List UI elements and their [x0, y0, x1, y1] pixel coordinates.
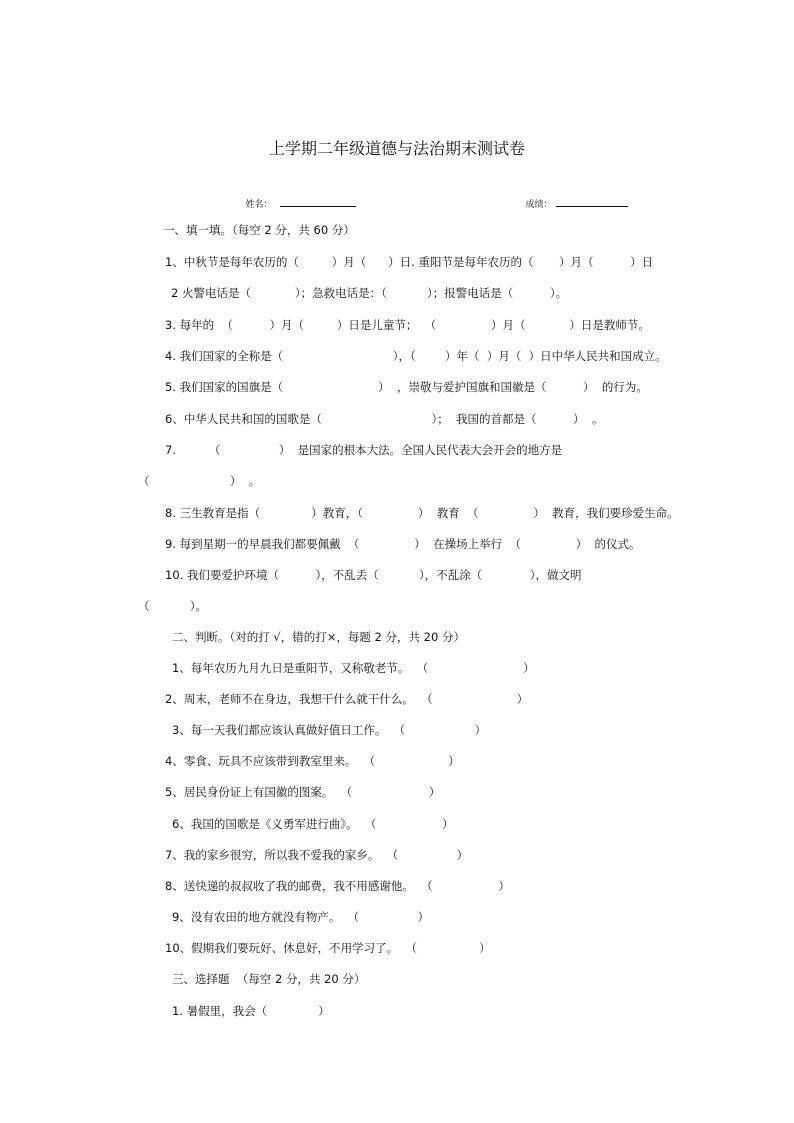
fill-question: 4. 我们国家的全称是（ ），（ ）年（ ）月（ ）日中华人民共和国成立。 [165, 349, 667, 363]
fill-question: 10. 我们要爱护环境（ ），不乱丢（ ），不乱涂（ ），做文明 [165, 568, 582, 582]
exam-title: 上学期二年级道德与法治期末测试卷 [268, 139, 525, 158]
name-field [234, 181, 356, 226]
fill-question: 8. 三生教育是指（ ）教育，（ ） 教育 （ ） 教育，我们要珍爱生命。 [165, 506, 679, 520]
score-label: 成绩： [525, 200, 553, 210]
fill-question-continued: （ ）。 [138, 599, 207, 613]
fill-question: 5. 我们国家的国旗是（ ） ，崇敬与爱护国旗和国徽是（ ） 的行为。 [165, 380, 648, 394]
judge-question: 7、我的家乡很穷，所以我不爱我的家乡。 （ ） [165, 848, 469, 862]
judge-question: 5、居民身份证上有国徽的图案。 （ ） [165, 785, 441, 799]
fill-question-continued: （ ） 。 [138, 474, 261, 488]
judge-question: 6、我国的国歌是《义勇军进行曲》。 （ ） [172, 817, 454, 831]
judge-question: 9、没有农田的地方就没有物产。 （ ） [172, 910, 430, 924]
judge-question: 1、每年农历九月九日是重阳节，又称敬老节。 （ ） [172, 661, 535, 675]
score-blank[interactable] [556, 195, 628, 207]
fill-question: 6、中华人民共和国的国歌是（ ）； 我国的首都是（ ） 。 [165, 412, 604, 426]
judge-question: 3、每一天我们都应该认真做好值日工作。 （ ） [172, 723, 487, 737]
judge-question: 10、假期我们要玩好、休息好，不用学习了。 （ ） [165, 941, 491, 955]
name-label: 姓名： [245, 200, 273, 210]
section2-heading: 二、判断。（对的打 √，错的打×，每题 2 分，共 20 分） [172, 630, 465, 644]
section3-heading: 三、选择题 （每空 2 分，共 20 分） [172, 972, 366, 986]
fill-question: 7. （ ） 是国家的根本大法。全国人民代表大会开会的地方是 [165, 443, 563, 457]
fill-question: 3. 每年的 （ ）月（ ）日是儿童节； （ ）月（ ）日是教师节。 [165, 318, 650, 332]
score-field [514, 181, 628, 226]
fill-question: 9. 每到星期一的早晨我们都要佩戴 （ ） 在操场上举行 （ ） 的仪式。 [165, 537, 641, 551]
judge-question: 2、周末，老师不在身边，我想干什么就干什么。 （ ） [165, 692, 529, 706]
judge-question: 4、零食、玩具不应该带到教室里来。 （ ） [165, 754, 460, 768]
fill-question: 1、中秋节是每年农历的（ ）月（ ）日. 重阳节是每年农历的（ ）月（ ）日 [165, 255, 654, 269]
judge-question: 8、送快递的叔叔收了我的邮费，我不用感谢他。 （ ） [165, 879, 510, 893]
choice-question: 1. 暑假里，我会（ ） [172, 1004, 330, 1018]
fill-question: 2 火警电话是（ ）；急救电话是：（ ）；报警电话是（ ）。 [171, 286, 568, 300]
section1-heading: 一、填一填。（每空 2 分，共 60 分） [163, 223, 355, 237]
name-blank[interactable] [280, 195, 356, 207]
